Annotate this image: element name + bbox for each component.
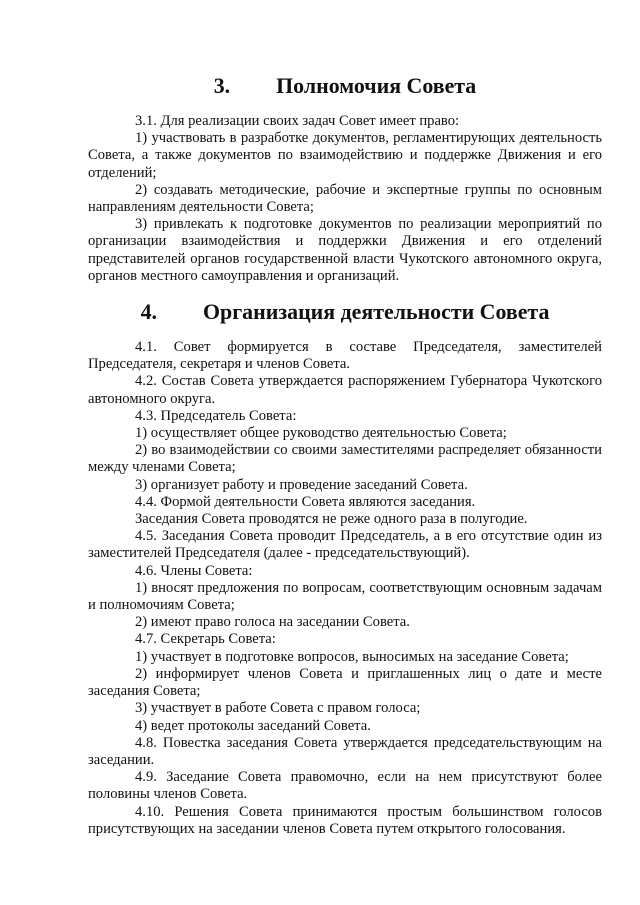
paragraph-4-6-item-2: 2) имеют право голоса на заседании Совета.	[135, 614, 410, 631]
paragraph-4-7-item-2: 2) информирует членов Совета и приглашенных лиц о дате и месте заседания Совета;	[88, 665, 602, 700]
document-page	[88, 73, 602, 838]
section-4-heading	[88, 299, 602, 325]
paragraph-4-10: 4.10. Решения Совета принимаются простым большинством голосов присутствующих на заседании членов Совета путем открытого голосования.	[88, 803, 602, 837]
paragraph-4-8: 4.8. Повестка заседания Совета утверждается председательствующим на заседании.	[88, 734, 602, 768]
paragraph-3-1-item-2: 2) создавать методические, рабочие и экспертные группы по основным направлениям деятельности Совета;	[88, 181, 602, 216]
paragraph-4-7: 4.7. Секретарь Совета:	[135, 631, 276, 648]
paragraph-3-1-item-3: 3) привлекать к подготовке документов по реализации мероприятий по организации взаимодействия и поддержки Движения и его отделений представителей органов государственной власти Чукотского автономного округа, органов местного самоуправления и организаций.	[88, 216, 602, 284]
paragraph-4-5: 4.5. Заседания Совета проводит Председатель, а в его отсутствие один из заместителей Председателя (далее - председательствующий).	[88, 528, 602, 562]
section-3-number: 3.	[213, 73, 231, 98]
paragraph-3-1: 3.1. Для реализации своих задач Совет имеет право:	[135, 113, 460, 129]
paragraph-4-3-item-2: 2) во взаимодействии со своими заместителями распределяет обязанности между членами Совета;	[88, 442, 602, 476]
section-3-title: Полномочия Совета	[276, 73, 477, 98]
section-3-body	[88, 113, 602, 285]
section-4-body	[88, 339, 602, 838]
paragraph-4-7-item-3: 3) участвует в работе Совета с правом голоса;	[135, 700, 421, 717]
paragraph-4-3: 4.3. Председатель Совета:	[135, 407, 297, 424]
paragraph-4-6: 4.6. Члены Совета:	[135, 562, 253, 579]
section-4-title: Организация деятельности Совета	[203, 299, 550, 325]
paragraph-3-1-item-1: 1) участвовать в разработке документов, регламентирующих деятельность Совета, а также документов по взаимодействию и поддержке Движения и его отделений;	[88, 130, 602, 181]
paragraph-4-6-item-1: 1) вносят предложения по вопросам, соответствующим основным задачам и полномочиям Совета;	[88, 579, 602, 614]
paragraph-4-4-frequency: Заседания Совета проводятся не реже одного раза в полугодие.	[135, 511, 528, 528]
paragraph-4-3-item-3: 3) организует работу и проведение заседаний Совета.	[135, 476, 468, 493]
paragraph-4-1: 4.1. Совет формируется в составе Председателя, заместителей Председателя, секретаря и членов Совета.	[88, 339, 602, 373]
paragraph-4-9: 4.9. Заседание Совета правомочно, если на нем присутствуют более половины членов Совета.	[88, 769, 602, 803]
paragraph-4-7-item-1: 1) участвует в подготовке вопросов, выносимых на заседание Совета;	[135, 648, 569, 665]
section-4-number: 4.	[140, 299, 158, 325]
paragraph-4-4: 4.4. Формой деятельности Совета являются заседания.	[135, 493, 476, 510]
section-3-heading	[88, 73, 602, 98]
paragraph-4-2: 4.2. Состав Совета утверждается распоряжением Губернатора Чукотского автономного округа.	[88, 373, 602, 407]
paragraph-4-3-item-1: 1) осуществляет общее руководство деятельностью Совета;	[135, 425, 507, 442]
paragraph-4-7-item-4: 4) ведет протоколы заседаний Совета.	[135, 717, 371, 734]
